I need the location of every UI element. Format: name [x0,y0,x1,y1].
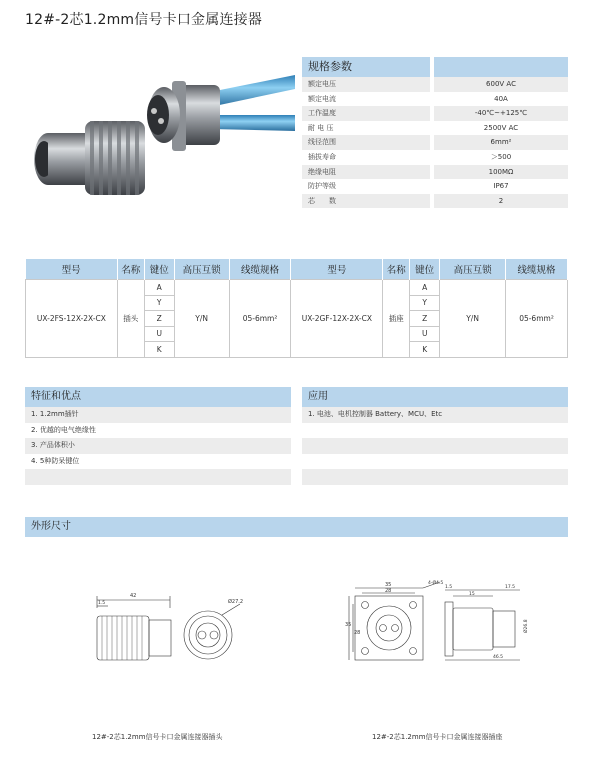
dimensions-header: 外形尺寸 [25,517,568,537]
page-title: 12#-2芯1.2mm信号卡口金属连接器 [25,12,263,28]
product-photo [30,55,295,205]
features-header: 特征和优点 [25,387,291,407]
svg-text:17.5: 17.5 [505,585,516,590]
features-section [25,387,291,485]
svg-text:1.5: 1.5 [98,601,106,606]
table-row: UX-2FS-12X-2X-CX 插头 A Y/N 05-6mm² UX-2GF-12X-2X-CX 插座 A Y/N 05-6mm² [26,280,568,296]
svg-text:46.5: 46.5 [493,655,504,660]
spec-header [302,57,568,77]
socket-drawing [345,578,545,663]
svg-text:28: 28 [385,588,392,594]
socket-caption: 12#-2芯1.2mm信号卡口金属连接器插座 [372,733,503,741]
plug-name: 插头 [117,280,144,358]
svg-text:1.5: 1.5 [445,585,453,590]
spec-row: 芯 数 2 [302,194,568,209]
svg-text:35: 35 [385,582,392,588]
spec-row: 绝缘电阻 100MΩ [302,165,568,180]
list-item [302,454,568,470]
svg-text:28: 28 [354,630,361,636]
list-item [302,423,568,439]
spec-table [302,57,568,208]
table-row: K K [26,342,568,358]
svg-text:15: 15 [469,592,475,597]
list-item: 4. 5种防呆键位 [25,454,291,470]
list-item: 1. 电池、电机控制器 Battery、MCU、Etc [302,407,568,423]
socket-hole-dim: 4-Ø4.5 [428,581,444,586]
list-item: 3. 产品体积小 [25,438,291,454]
table-row: Y Y [26,295,568,311]
socket-model: UX-2GF-12X-2X-CX [291,280,383,358]
applications-section [302,387,568,485]
spec-header-label: 规格参数 [302,57,430,77]
table-row: Z Z [26,311,568,327]
applications-header: 应用 [302,387,568,407]
list-item: 2. 优越的电气绝缘性 [25,423,291,439]
plug-caption: 12#-2芯1.2mm信号卡口金属连接器插头 [92,733,223,741]
table-row: U U [26,326,568,342]
spec-row: 额定电流 40A [302,92,568,107]
plug-diameter-dim: Ø27.2 [228,599,244,605]
svg-text:35: 35 [345,622,352,628]
plug-drawing [80,590,250,670]
svg-text:Ø26.8: Ø26.8 [524,619,529,633]
socket-name: 插座 [383,280,410,358]
spec-row: 耐 电 压 2500V AC [302,121,568,136]
spec-row: 工作温度 -40℃~+125℃ [302,106,568,121]
spec-row: 插拔寿命 ＞500 [302,150,568,165]
plug-length-dim: 42 [130,593,137,599]
spec-row: 额定电压 600V AC [302,77,568,92]
spec-row: 线径范围 6mm² [302,135,568,150]
list-item [302,438,568,454]
spec-row: 防护等级 IP67 [302,179,568,194]
list-item: 1. 1.2mm插针 [25,407,291,423]
plug-model: UX-2FS-12X-2X-CX [26,280,118,358]
model-table [25,259,568,358]
model-table-header: 型号 名称 键位 高压互锁 线缆规格 型号 名称 键位 高压互锁 线缆规格 [26,259,568,280]
